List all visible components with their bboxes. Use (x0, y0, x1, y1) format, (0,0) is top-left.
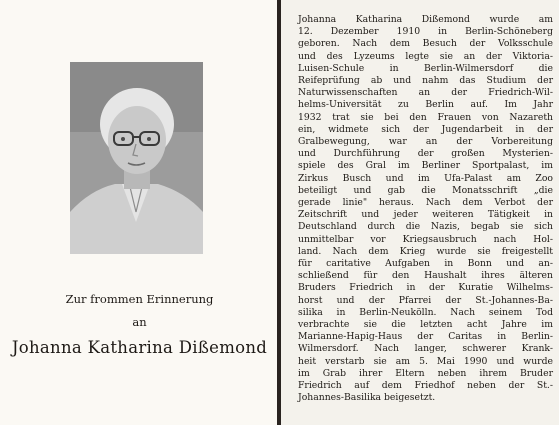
biography-line: Friedrich auf dem Friedhof neben der St.- (298, 380, 553, 392)
biography-line: Deutschland durch die Nazis, begab sie sich (298, 221, 553, 233)
biography-line: 12. Dezember 1910 in Berlin-Schöneberg (298, 26, 553, 38)
biography-line: und Durchführung der großen Mysterien- (298, 148, 553, 160)
biography-line: helms-Universität zu Berlin auf. Im Jahr (298, 99, 553, 111)
portrait-photo (70, 62, 203, 254)
biography-line: Wilmersdorf. Nach langer, schwerer Krank- (298, 343, 553, 355)
card-front (0, 0, 279, 425)
biography-line: schließend für den Haushalt ihres älteren (298, 270, 553, 282)
biography-line: Johannes-Basilika beigesetzt. (298, 392, 436, 404)
biography-text (298, 14, 553, 405)
biography-line: für caritative Aufgaben in Bonn und an- (298, 258, 553, 270)
biography-line: horst und der Pfarrei der St.-Johannes-Ba- (298, 294, 553, 306)
biography-line: Naturwissenschaften an der Friedrich-Wil- (298, 87, 553, 99)
biography-line: Marianne-Hapig-Haus der Caritas in Berlin- (298, 331, 553, 343)
biography-line: Gralbewegung, war an der Vorbereitung (298, 136, 553, 148)
biography-line: Zirkus Busch und im Ufa-Palast am Zoo (298, 172, 553, 184)
biography-line: unmittelbar vor Kriegsausbruch nach Hol- (298, 233, 553, 245)
biography-line: Luisen-Schule in Berlin-Wilmersdorf die (298, 62, 553, 74)
biography-line: Johanna Katharina Dißemond wurde am (298, 14, 553, 25)
biography-line: Zeitschrift und jeder weiteren Tätigkeit in (298, 209, 553, 221)
memorial-phrase: Zur frommen Erinnerung (65, 292, 214, 306)
deceased-name: Johanna Katharina Dißemond (11, 338, 268, 357)
biography-line: gerade linie" heraus. Nach dem Verbot der (298, 197, 553, 209)
biography-line: im Grab ihrer Eltern neben ihrem Bruder (298, 367, 553, 379)
biography-line: beteiligt und gab die Monatsschrift „die (298, 184, 553, 196)
biography-line: verbrachte sie die letzten acht Jahre im (298, 319, 553, 331)
biography-line: Bruders Friedrich in der Kuratie Wilhelms- (298, 282, 553, 294)
biography-line: Reifeprüfung ab und nahm das Studium der (298, 75, 553, 87)
memorial-preposition: an (132, 315, 147, 329)
biography-line: spiele des Gral im Berliner Sportpalast, im (298, 160, 553, 172)
card-back (281, 0, 559, 425)
biography-line: und des Lyzeums legte sie an der Viktoria- (298, 50, 553, 62)
biography-line: land. Nach dem Krieg wurde sie freigestellt (298, 245, 553, 257)
portrait-illustration (70, 62, 203, 254)
biography-line: silika in Berlin-Neukölln. Nach seinem Tod (298, 306, 553, 318)
biography-line: geboren. Nach dem Besuch der Volksschule (298, 38, 553, 50)
biography-line: heit verstarb sie am 5. Mai 1990 und wurde (298, 355, 553, 367)
biography-line: 1932 trat sie bei den Frauen von Nazareth (298, 111, 553, 123)
biography-line: ein, widmete sich der Jugendarbeit in der (298, 123, 553, 135)
